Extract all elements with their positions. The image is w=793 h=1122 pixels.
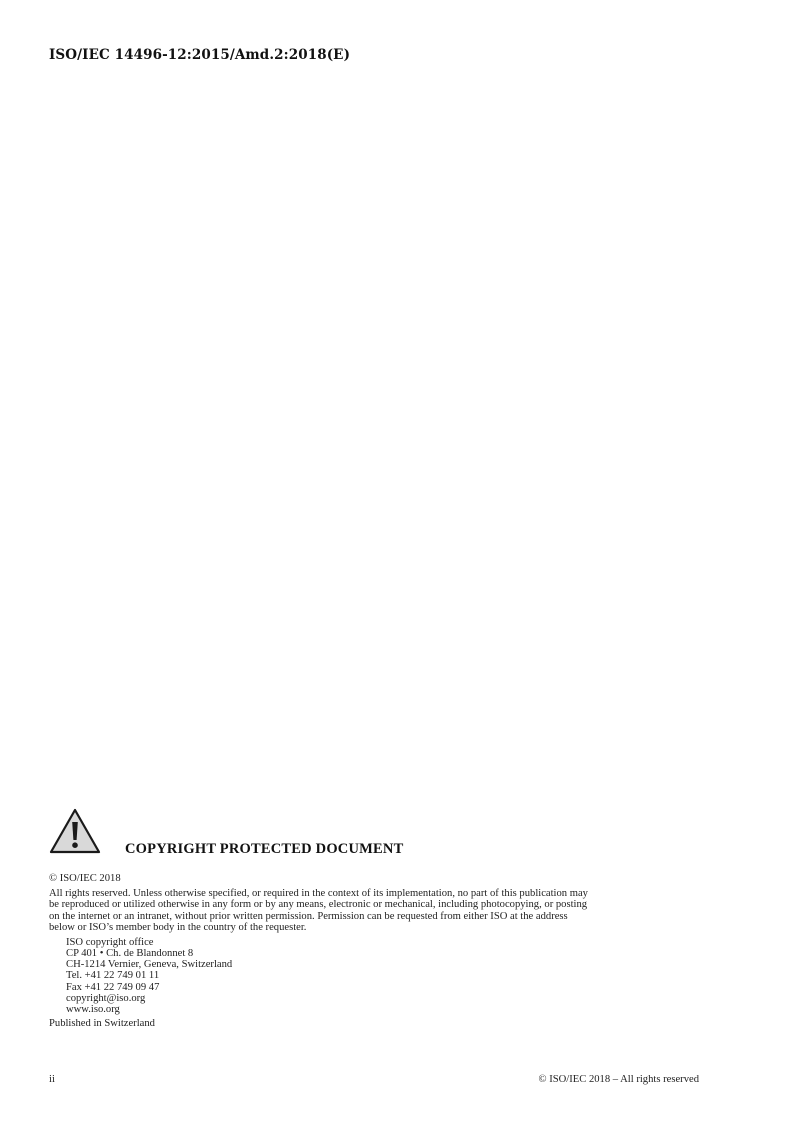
address-line: ISO copyright office [66,936,154,948]
phone-number: Tel. +41 22 749 01 11 [66,970,160,982]
address-line: CP 401 • Ch. de Blandonnet 8 [66,947,194,959]
footer-copyright: © ISO/IEC 2018 – All rights reserved [538,1074,699,1085]
rights-line: All rights reserved. Unless otherwise specified, or required in the context of its implementation, no part of this publication may [49,887,588,899]
email-address: copyright@iso.org [66,992,146,1004]
copyright-year: © ISO/IEC 2018 [49,873,121,884]
copyright-title: COPYRIGHT PROTECTED DOCUMENT [125,841,404,857]
rights-line: be reproduced or utilized otherwise in any form or by any means, electronic or mechanical, including photocopying, or posting [49,899,588,910]
website-address: www.iso.org [66,1004,120,1016]
document-identifier: ISO/IEC 14496-12:2015/Amd.2:2018(E) [49,47,351,63]
rights-statement [49,888,699,934]
copyright-office-address [66,937,699,1016]
published-location: Published in Switzerland [49,1017,155,1029]
rights-line: on the internet or an intranet, without prior written permission. Permission can be requested from either ISO at the address [49,910,568,922]
copyright-notice [49,808,699,1029]
page-number: ii [49,1074,55,1085]
warning-triangle-icon [49,808,101,854]
fax-number: Fax +41 22 749 09 47 [66,981,160,993]
address-line: CH-1214 Vernier, Geneva, Switzerland [66,959,233,971]
copyright-heading-row [49,808,699,856]
rights-line: below or ISO’s member body in the country of the requester. [49,922,307,933]
